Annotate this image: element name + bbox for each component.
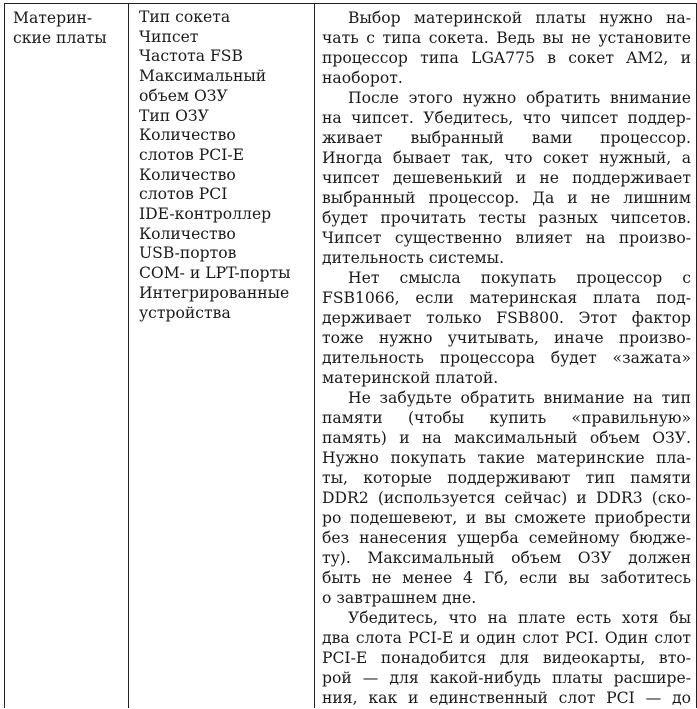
category-line: ские платы	[13, 29, 107, 47]
description-line: Нет смысла покупать процессор с	[348, 269, 691, 287]
category-cell	[5, 4, 129, 709]
criteria-item: IDE-контроллер	[139, 205, 272, 224]
description-line: два слота PCI-E и один слот PCI. Один слот	[322, 629, 691, 647]
criteria-item: USB-портов	[139, 244, 237, 263]
criteria-cell	[129, 4, 315, 709]
description-line: Нужно покупать такие материнские пла-	[322, 449, 691, 467]
description-line: Иногда бывает так, что сокет нужный, а	[322, 149, 691, 167]
description-line: выбранный процессор. Да и не лишним	[322, 189, 691, 207]
description-line: ния, как и единственный слот PCI — до	[322, 689, 691, 707]
description-line: чать с типа сокета. Ведь вы не установите	[322, 29, 691, 47]
description-line: Чипсет существенно влияет на произво-	[322, 229, 691, 247]
description-line: материнской платой.	[322, 369, 499, 387]
category-line: Материн-	[13, 9, 93, 27]
description-line: Выбор материнской платы нужно на-	[348, 9, 691, 27]
description-line: DDR2 (используется сейчас) и DDR3 (ско-	[322, 489, 691, 507]
table-row	[5, 4, 697, 709]
description-line: без нанесения ущерба семейному бюдже-	[322, 529, 691, 547]
criteria-item: Количество	[139, 224, 236, 243]
criteria-item: объем ОЗУ	[139, 86, 228, 105]
criteria-item: Тип сокета	[139, 8, 231, 26]
criteria-item: слотов PCI-E	[139, 145, 245, 164]
description-line: быть не менее 4 Гб, если вы заботитесь	[322, 569, 691, 587]
criteria-item: слотов PCI	[139, 185, 228, 204]
criteria-item: Количество	[139, 126, 236, 145]
description-line: держивает только FSB800. Этот фактор	[322, 309, 691, 327]
criteria-item: Интегрированные	[139, 283, 290, 302]
description-line: После этого нужно обратить внимание	[348, 89, 691, 107]
description-line: живает выбранный вами процессор.	[322, 129, 691, 147]
description-line: ту). Максимальный объем ОЗУ должен	[322, 549, 691, 567]
description-line: Не забудьте обратить внимание на тип	[348, 389, 691, 407]
criteria-item: Частота FSB	[139, 47, 243, 66]
description-line: ты, которые поддерживают тип памяти	[322, 469, 691, 487]
description-line: памяти (чтобы купить «правильную»	[322, 409, 691, 427]
description-line: будет прочитать тесты разных чипсетов.	[322, 209, 691, 227]
description-line: о завтрашнем дне.	[322, 589, 477, 607]
criteria-item: Количество	[139, 165, 236, 184]
description-cell	[315, 4, 697, 709]
description-paragraph	[322, 388, 691, 608]
motherboard-criteria-table	[4, 3, 697, 708]
criteria-item: Максимальный	[139, 67, 267, 86]
description-paragraph	[322, 268, 691, 388]
description-line: FSB1066, если материнская плата под-	[322, 289, 691, 307]
criteria-item: Чипсет	[139, 27, 199, 46]
description-line: на чипсет. Убедитесь, что чипсет поддер-	[322, 109, 691, 127]
criteria-item: Тип ОЗУ	[139, 106, 209, 125]
criteria-item: COM- и LPT-порты	[139, 264, 291, 283]
description-paragraph	[322, 608, 691, 708]
description-paragraph	[322, 88, 691, 268]
description-paragraph	[322, 8, 691, 88]
criteria-item: устройства	[139, 303, 231, 322]
description-line: PCI-E понадобится для видеокарты, вто-	[322, 649, 691, 667]
description-line: наоборот.	[322, 69, 403, 87]
description-line: дительность процессора будет «зажата»	[322, 349, 691, 367]
description-line: процессор типа LGA775 в сокет AM2, и	[322, 49, 691, 67]
description-line: рой — для какой-нибудь платы расшире-	[322, 669, 691, 687]
description-line: ро подешевеют, и вы сможете приобрести	[322, 509, 691, 527]
description-line: память) и на максимальный объем ОЗУ.	[322, 429, 691, 447]
description-line: чипсет дешевенький и не поддерживает	[322, 169, 691, 187]
description-line: Убедитесь, что на плате есть хотя бы	[348, 609, 691, 627]
description-line: дительность системы.	[322, 249, 505, 267]
description-line: тоже нужно учитывать, иначе произво-	[322, 329, 691, 347]
